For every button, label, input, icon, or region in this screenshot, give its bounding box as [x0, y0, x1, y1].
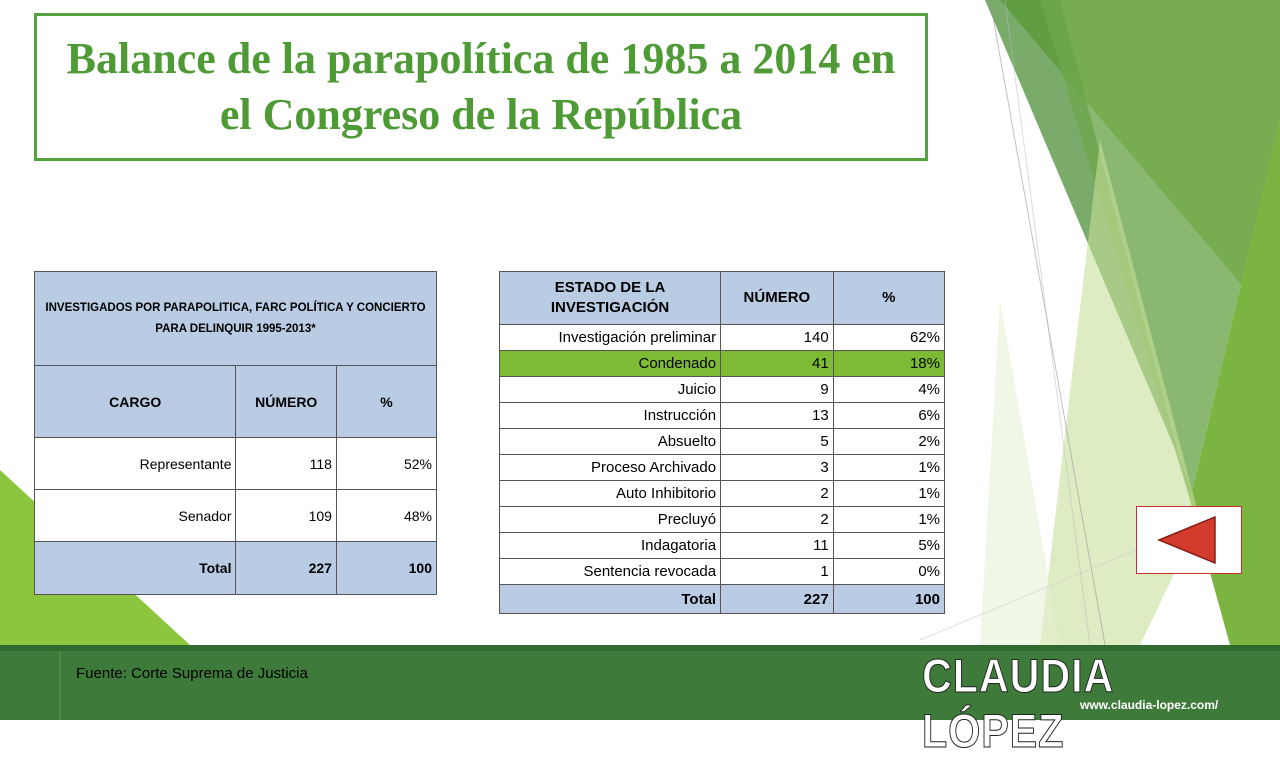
cell-estado: Precluyó [500, 507, 721, 533]
table-header-row [500, 272, 945, 325]
cell-total-numero: 227 [721, 585, 834, 614]
cell-estado: Instrucción [500, 403, 721, 429]
header-percent: % [833, 272, 944, 325]
page-title: Balance de la parapolítica de 1985 a 2014 en el Congreso de la República [66, 34, 896, 139]
title-box [34, 13, 928, 161]
header-numero: NÚMERO [721, 272, 834, 325]
back-arrow-icon [1137, 507, 1241, 573]
cell-estado: Indagatoria [500, 533, 721, 559]
table-row [500, 403, 945, 429]
cell-estado: Absuelto [500, 429, 721, 455]
cell-numero: 1 [721, 559, 834, 585]
cell-percent: 4% [833, 377, 944, 403]
cell-numero: 2 [721, 507, 834, 533]
cell-estado: Condenado [500, 351, 721, 377]
cell-numero: 9 [721, 377, 834, 403]
source-text: Fuente: Corte Suprema de Justicia [76, 665, 308, 682]
table-row [35, 490, 437, 542]
table-row [500, 377, 945, 403]
cell-estado: Sentencia revocada [500, 559, 721, 585]
table-row [500, 533, 945, 559]
table-header-row [35, 366, 437, 438]
cell-numero: 109 [236, 490, 336, 542]
table-row [500, 455, 945, 481]
header-estado: ESTADO DE LA INVESTIGACIÓN [500, 272, 721, 325]
cell-percent: 52% [336, 438, 436, 490]
cell-estado: Juicio [500, 377, 721, 403]
cell-percent: 48% [336, 490, 436, 542]
header-percent: % [336, 366, 436, 438]
cell-total-numero: 227 [236, 542, 336, 595]
cell-estado: Investigación preliminar [500, 325, 721, 351]
cell-total-percent: 100 [336, 542, 436, 595]
table-investigados-cargo [34, 271, 437, 595]
cell-percent: 2% [833, 429, 944, 455]
cell-numero: 13 [721, 403, 834, 429]
table-total-row [500, 585, 945, 614]
table-row [500, 559, 945, 585]
cell-percent: 0% [833, 559, 944, 585]
brand-logo-name: CLAUDIA LÓPEZ [922, 649, 1113, 757]
cell-total-label: Total [500, 585, 721, 614]
cell-numero: 3 [721, 455, 834, 481]
header-cargo: CARGO [35, 366, 236, 438]
header-numero: NÚMERO [236, 366, 336, 438]
cell-numero: 5 [721, 429, 834, 455]
cell-estado: Proceso Archivado [500, 455, 721, 481]
table-row [35, 438, 437, 490]
back-button[interactable] [1136, 506, 1242, 574]
cell-cargo: Senador [35, 490, 236, 542]
cell-percent: 62% [833, 325, 944, 351]
cell-percent: 18% [833, 351, 944, 377]
cell-percent: 1% [833, 481, 944, 507]
cell-cargo: Representante [35, 438, 236, 490]
brand-url: www.claudia-lopez.com/ [1080, 698, 1219, 712]
cell-numero: 11 [721, 533, 834, 559]
cell-total-label: Total [35, 542, 236, 595]
table-caption: INVESTIGADOS POR PARAPOLITICA, FARC POLÍTICA Y CONCIERTO PARA DELINQUIR 1995-2013* [35, 272, 437, 366]
cell-total-percent: 100 [833, 585, 944, 614]
cell-percent: 1% [833, 455, 944, 481]
table-row [500, 429, 945, 455]
table-row [500, 481, 945, 507]
table-row [500, 325, 945, 351]
cell-percent: 5% [833, 533, 944, 559]
cell-estado: Auto Inhibitorio [500, 481, 721, 507]
cell-percent: 6% [833, 403, 944, 429]
cell-numero: 2 [721, 481, 834, 507]
table-total-row [35, 542, 437, 595]
table-row [500, 507, 945, 533]
cell-numero: 41 [721, 351, 834, 377]
cell-numero: 140 [721, 325, 834, 351]
cell-percent: 1% [833, 507, 944, 533]
table-estado-investigacion [499, 271, 945, 614]
cell-numero: 118 [236, 438, 336, 490]
table-row-highlighted [500, 351, 945, 377]
